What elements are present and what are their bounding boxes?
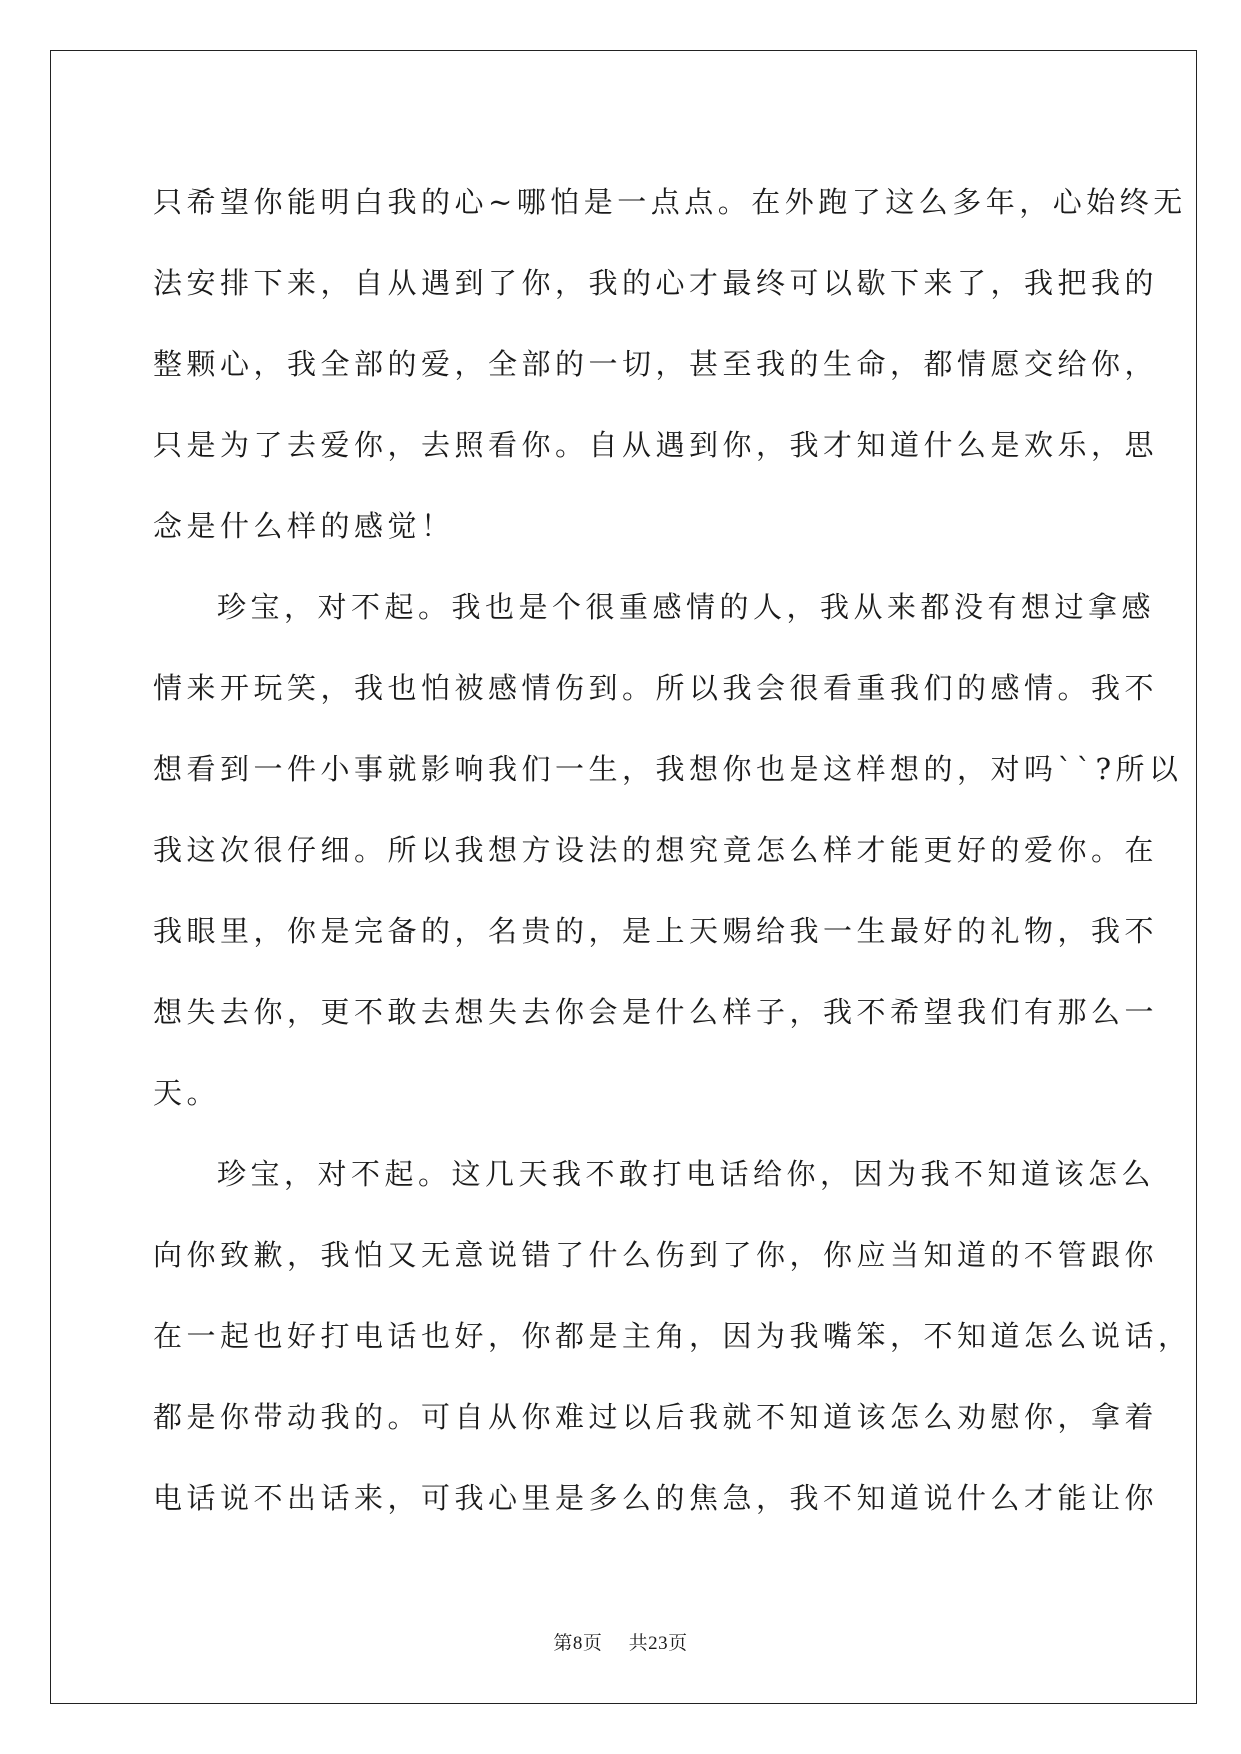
page-number-prefix: 第 [553,1632,573,1654]
paragraph-3-line-4: 都是你带动我的。可自从你难过以后我就不知道该怎么劝慰你，拿着 [153,1400,1159,1434]
page-footer [0,1628,1241,1655]
paragraph-2-line-1: 珍宝，对不起。我也是个很重感情的人，我从来都没有想过拿感 [217,590,1156,624]
paragraph-2-line-4: 我这次很仔细。所以我想方设法的想究竟怎么样才能更好的爱你。在 [153,833,1159,867]
paragraph-1-line-1: 只希望你能明白我的心~哪怕是一点点。在外跑了这么多年，心始终无 [153,185,1187,219]
paragraph-2-line-3: 想看到一件小事就影响我们一生，我想你也是这样想的，对吗``?所以 [153,752,1183,786]
paragraph-3-line-3: 在一起也好打电话也好，你都是主角，因为我嘴笨，不知道怎么说话， [153,1319,1192,1353]
paragraph-1-line-2: 法安排下来，自从遇到了你，我的心才最终可以歇下来了，我把我的 [153,266,1159,300]
page-number-suffix: 页 [582,1632,603,1654]
paragraph-3-line-2: 向你致歉，我怕又无意说错了什么伤到了你，你应当知道的不管跟你 [153,1238,1159,1272]
total-pages-suffix: 页 [668,1632,688,1654]
paragraph-2-line-7: 天。 [153,1076,221,1110]
total-pages-prefix: 共 [628,1632,649,1654]
paragraph-2-line-2: 情来开玩笑，我也怕被感情伤到。所以我会很看重我们的感情。我不 [153,671,1159,705]
paragraph-2-line-6: 想失去你，更不敢去想失去你会是什么样子，我不希望我们有那么一 [153,995,1159,1029]
paragraph-2-line-5: 我眼里，你是完备的，名贵的，是上天赐给我一生最好的礼物，我不 [153,914,1159,948]
total-pages: 23 [648,1633,669,1654]
paragraph-3-line-5: 电话说不出话来，可我心里是多么的焦急，我不知道说什么才能让你 [153,1481,1159,1515]
paragraph-1-line-5: 念是什么样的感觉！ [153,509,455,543]
document-body [153,162,1192,1539]
paragraph-3-line-1: 珍宝，对不起。这几天我不敢打电话给你，因为我不知道该怎么 [217,1157,1156,1191]
paragraph-1-line-3: 整颗心，我全部的爱，全部的一切，甚至我的生命，都情愿交给你， [153,347,1159,381]
page-number: 8 [572,1633,583,1654]
paragraph-1-line-4: 只是为了去爱你，去照看你。自从遇到你，我才知道什么是欢乐，思 [153,428,1159,462]
